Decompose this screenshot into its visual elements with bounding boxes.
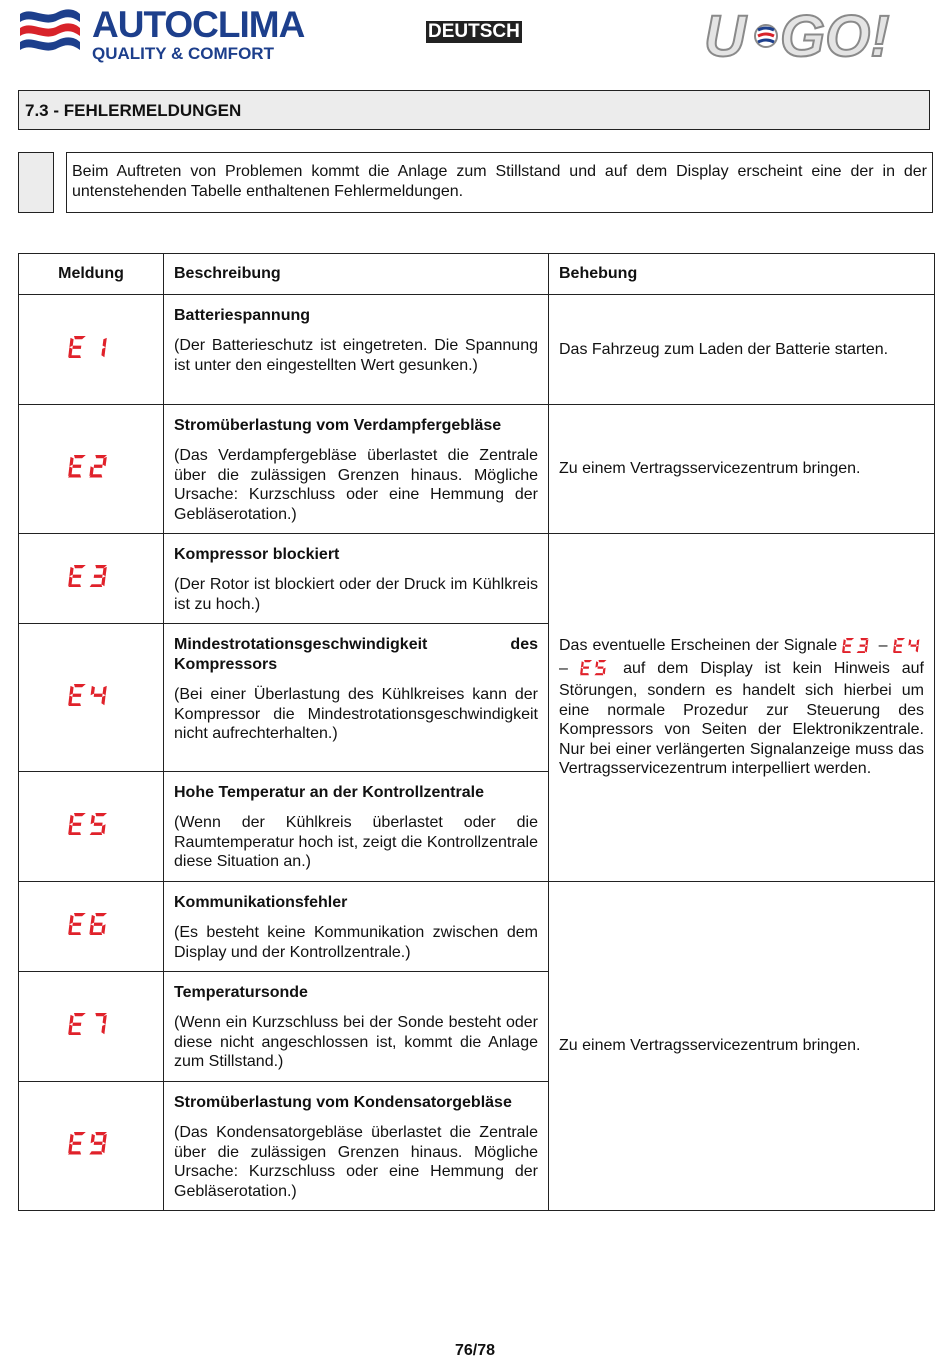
- remedy-text: Zu einem Vertragsservicezentrum bringen.: [559, 1037, 861, 1055]
- seven-segment-display: [68, 1132, 114, 1155]
- seven-segment-display: [68, 684, 114, 707]
- section-title: 7.3 - FEHLERMELDUNGEN: [25, 101, 242, 120]
- error-title: Kommunikationsfehler: [174, 894, 348, 911]
- code-cell: [19, 882, 164, 972]
- note-marker: [18, 152, 54, 213]
- description-cell: [164, 295, 549, 405]
- error-description: (Bei einer Überlastung des Kühlkreises kann der Kompressor die Mindestrotationsgeschwindigkeit nicht aufrechterhalten.): [174, 686, 538, 742]
- error-code-e7: [68, 1013, 114, 1041]
- code-cell: [19, 534, 164, 624]
- inline-code-e5: [580, 660, 611, 681]
- table-row: [19, 405, 935, 534]
- remedy-cell: [549, 882, 935, 1211]
- error-code-e2: [68, 455, 114, 483]
- error-title: Temperatursonde: [174, 984, 308, 1001]
- remedy-text-intro: Das eventuelle Erscheinen der Signale: [559, 637, 838, 655]
- error-title: Hohe Temperatur an der Kontrollzentrale: [174, 784, 484, 801]
- error-title: Stromüberlastung vom Verdampfergebläse: [174, 417, 502, 434]
- remedy-compressor-note: [559, 636, 924, 779]
- table-row: [19, 534, 935, 624]
- table-header-row: [19, 254, 935, 295]
- language-label: DEUTSCH: [428, 21, 520, 42]
- remedy-cell: [549, 405, 935, 534]
- error-description: (Wenn der Kühlkreis überlastet oder die Raumtemperatur hoch ist, zeigt die Kontrollzentrale diese Situation an.): [174, 814, 538, 870]
- remedy-text-rest: auf dem Display ist kein Hinweis auf Störungen, sondern es handelt sich hierbei um eine normale Prozedur zur Steuerung des Kompressors von Seiten der Elektronikzentrale. Nur bei einer verlängerten Signalanzeige muss das Vertragsservicezentrum interpelliert werden.: [559, 659, 924, 778]
- autoclima-logo: [18, 6, 308, 64]
- error-title: Stromüberlastung vom Kondensatorgebläse: [174, 1094, 512, 1111]
- description-cell: [164, 624, 549, 772]
- header-description: Beschreibung: [164, 254, 549, 295]
- error-description: (Das Verdampfergebläse überlastet die Zentrale über die zulässigen Grenzen hinaus. Mögliche Ursache: Kurzschluss oder eine Hemmung der Gebläserotation.): [174, 447, 538, 523]
- header-remedy: Behebung: [549, 254, 935, 295]
- section-heading: [18, 90, 930, 130]
- inline-code-e4: [893, 638, 924, 659]
- error-code-e6: [68, 913, 114, 941]
- brand-name: AUTOCLIMA: [92, 4, 305, 45]
- table-row: [19, 882, 935, 972]
- error-table: [18, 253, 935, 1211]
- header-code: Meldung: [19, 254, 164, 295]
- error-code-e9: [68, 1132, 114, 1160]
- seven-segment-display: [68, 455, 114, 478]
- remedy-text: Das Fahrzeug zum Laden der Batterie starten.: [559, 340, 889, 358]
- error-title: Kompressor blockiert: [174, 546, 340, 563]
- code-cell: [19, 624, 164, 772]
- seven-segment-display: [893, 638, 924, 653]
- error-code-e1: [68, 336, 114, 364]
- code-cell: [19, 772, 164, 882]
- remedy-text: Zu einem Vertragsservicezentrum bringen.: [559, 460, 861, 478]
- error-description: (Das Kondensatorgebläse überlastet die Zentrale über die zulässigen Grenzen hinaus. Mögliche Ursache: Kurzschluss oder eine Hemmung der Gebläserotation.): [174, 1124, 538, 1200]
- error-code-e4: [68, 684, 114, 712]
- inline-code-e3: [842, 638, 873, 659]
- code-cell: [19, 295, 164, 405]
- error-title: Mindestrotationsgeschwindigkeit des Kompressors: [174, 636, 538, 673]
- autoclima-wave-icon: [18, 6, 82, 64]
- description-cell: [164, 1082, 549, 1211]
- ugo-product-logo: [700, 2, 936, 66]
- brand-tagline: QUALITY & COMFORT: [92, 44, 274, 63]
- error-description: (Der Rotor ist blockiert oder der Druck im Kühlkreis ist zu hoch.): [174, 576, 538, 613]
- svg-text:GO!: GO!: [780, 4, 890, 66]
- error-title: Batteriespannung: [174, 307, 311, 324]
- code-cell: [19, 405, 164, 534]
- description-cell: [164, 882, 549, 972]
- seven-segment-display: [68, 336, 114, 359]
- error-description: (Der Batterieschutz ist eingetreten. Die Spannung ist unter den eingestellten Wert gesunken.): [174, 337, 538, 374]
- separator: –: [878, 637, 888, 655]
- svg-text:U: U: [704, 4, 746, 66]
- table-row: [19, 295, 935, 405]
- error-code-e3: [68, 565, 114, 593]
- description-cell: [164, 405, 549, 534]
- remedy-cell: [549, 295, 935, 405]
- separator: –: [559, 659, 568, 677]
- description-cell: [164, 772, 549, 882]
- seven-segment-display: [580, 660, 611, 675]
- remedy-cell: [549, 534, 935, 882]
- error-code-e5: [68, 813, 114, 841]
- description-cell: [164, 972, 549, 1082]
- seven-segment-display: [842, 638, 873, 653]
- page-number: 76/78: [454, 1342, 496, 1359]
- seven-segment-display: [68, 813, 114, 836]
- seven-segment-display: [68, 565, 114, 588]
- code-cell: [19, 972, 164, 1082]
- note-text: Beim Auftreten von Problemen kommt die Anlage zum Stillstand und auf dem Display erscheint eine der in der untenstehenden Tabelle enthaltenen Fehlermeldungen.: [66, 152, 933, 213]
- description-cell: [164, 534, 549, 624]
- error-description: (Wenn ein Kurzschluss bei der Sonde besteht oder diese nicht angeschlossen ist, kommt die Anlage zum Stillstand.): [174, 1014, 538, 1070]
- seven-segment-display: [68, 913, 114, 936]
- error-description: (Es besteht keine Kommunikation zwischen dem Display und der Kontrollzentrale.): [174, 924, 538, 961]
- seven-segment-display: [68, 1013, 114, 1036]
- code-cell: [19, 1082, 164, 1211]
